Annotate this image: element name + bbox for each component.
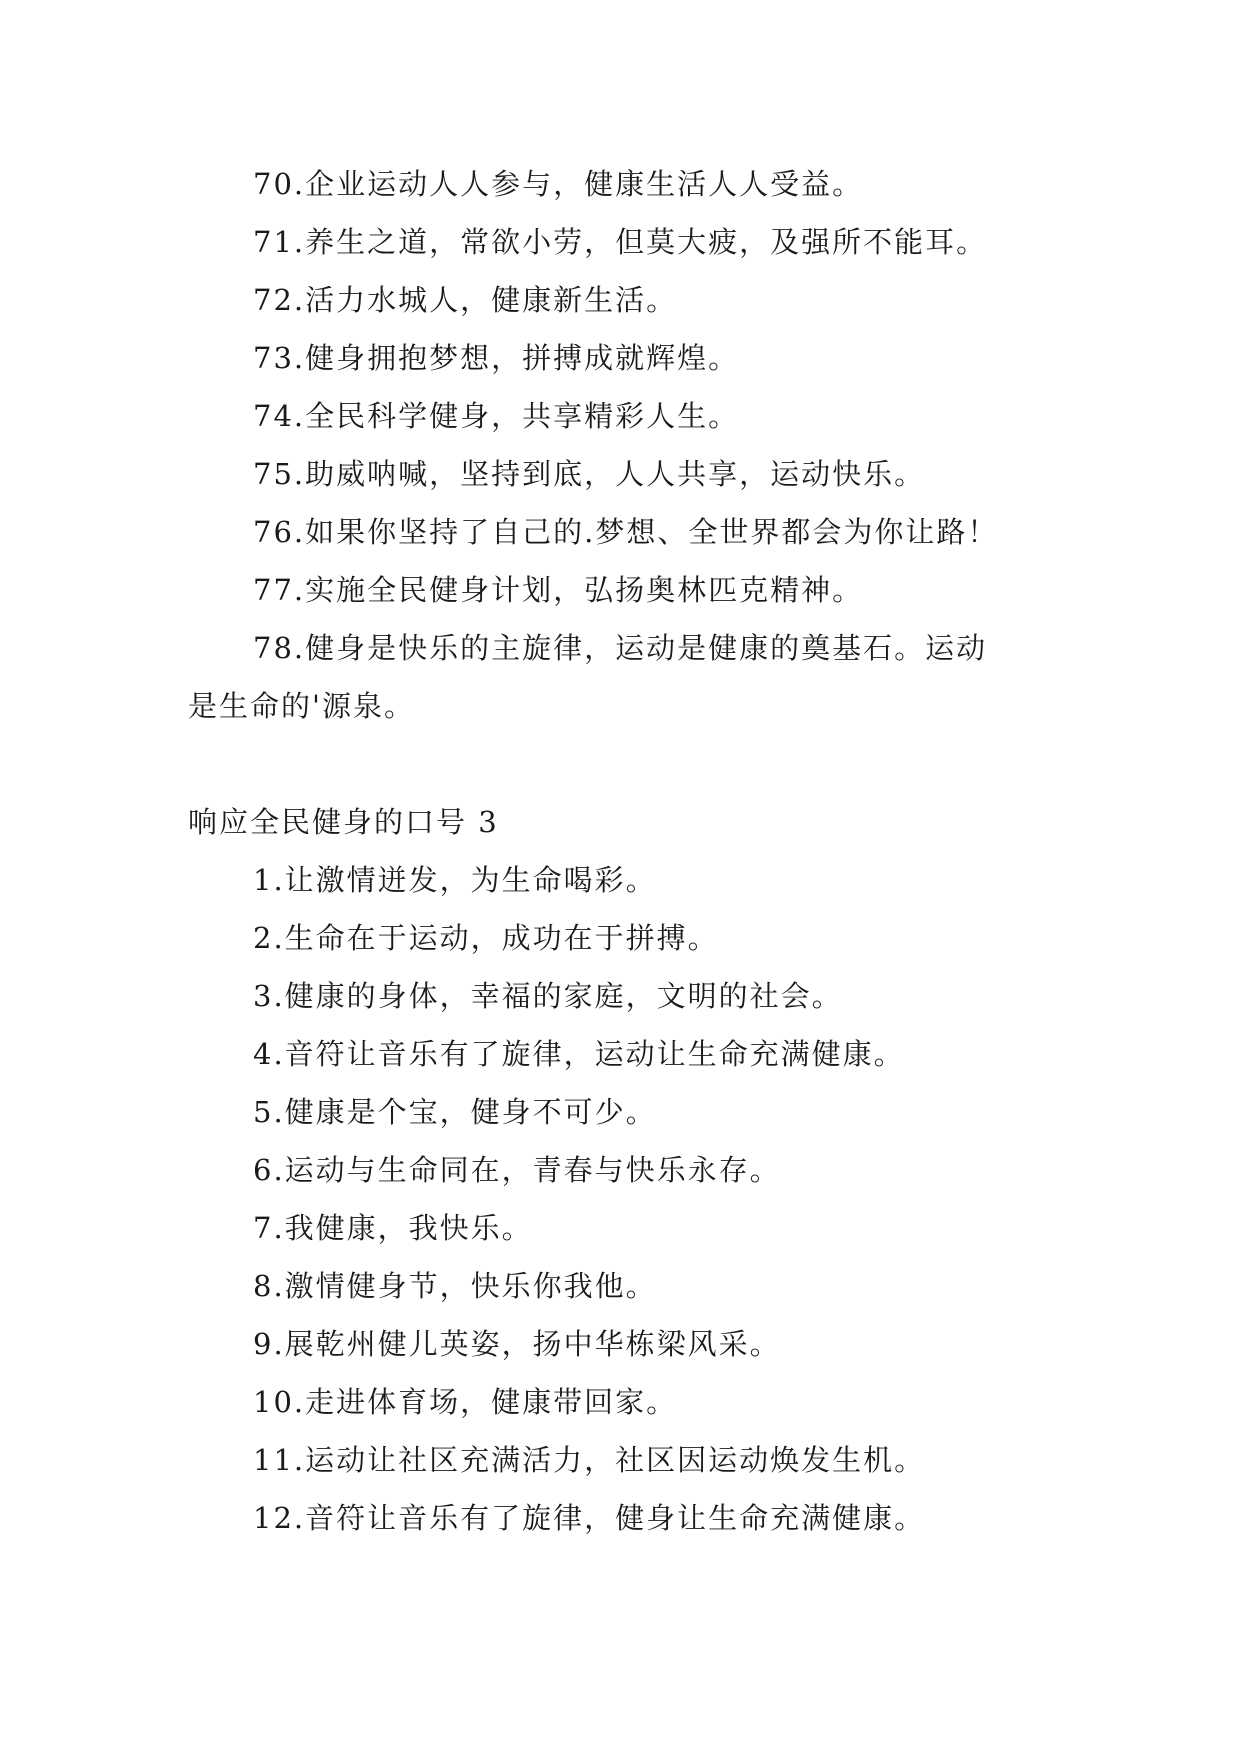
slogan-line-77: 77.实施全民健身计划，弘扬奥林匹克精神。 bbox=[253, 573, 864, 607]
slogan-line-75: 75.助威呐喊，坚持到底，人人共享，运动快乐。 bbox=[253, 457, 926, 491]
slogan-line-11: 11.运动让社区充满活力，社区因运动焕发生机。 bbox=[253, 1443, 926, 1477]
slogan-line-10: 10.走进体育场，健康带回家。 bbox=[253, 1385, 678, 1419]
slogan-line-4: 4.音符让音乐有了旋律，运动让生命充满健康。 bbox=[253, 1037, 905, 1071]
slogan-line-3: 3.健康的身体，幸福的家庭，文明的社会。 bbox=[253, 979, 843, 1013]
slogan-line-7: 7.我健康，我快乐。 bbox=[253, 1211, 533, 1245]
slogan-line-2: 2.生命在于运动，成功在于拼搏。 bbox=[253, 921, 719, 955]
slogan-line-78: 78.健身是快乐的主旋律，运动是健康的奠基石。运动 bbox=[253, 631, 988, 665]
slogan-line-70: 70.企业运动人人参与，健康生活人人受益。 bbox=[253, 167, 864, 201]
slogan-line-6: 6.运动与生命同在，青春与快乐永存。 bbox=[253, 1153, 781, 1187]
slogan-line-71: 71.养生之道，常欲小劳，但莫大疲，及强所不能耳。 bbox=[253, 225, 988, 259]
slogan-line-8: 8.激情健身节，快乐你我他。 bbox=[253, 1269, 657, 1303]
slogan-line-9: 9.展乾州健儿英姿，扬中华栋梁风采。 bbox=[253, 1327, 781, 1361]
slogan-line-1: 1.让激情迸发，为生命喝彩。 bbox=[253, 863, 657, 897]
slogan-line-5: 5.健康是个宝，健身不可少。 bbox=[253, 1095, 657, 1129]
slogan-line-73: 73.健身拥抱梦想，拼搏成就辉煌。 bbox=[253, 341, 740, 375]
slogan-line-78-continuation: 是生命的'源泉。 bbox=[188, 689, 415, 723]
slogan-line-74: 74.全民科学健身，共享精彩人生。 bbox=[253, 399, 740, 433]
section-heading: 响应全民健身的口号 3 bbox=[188, 805, 499, 839]
slogan-line-72: 72.活力水城人，健康新生活。 bbox=[253, 283, 678, 317]
slogan-line-76: 76.如果你坚持了自己的.梦想、全世界都会为你让路！ bbox=[253, 515, 999, 549]
slogan-line-12: 12.音符让音乐有了旋律，健身让生命充满健康。 bbox=[253, 1501, 926, 1535]
